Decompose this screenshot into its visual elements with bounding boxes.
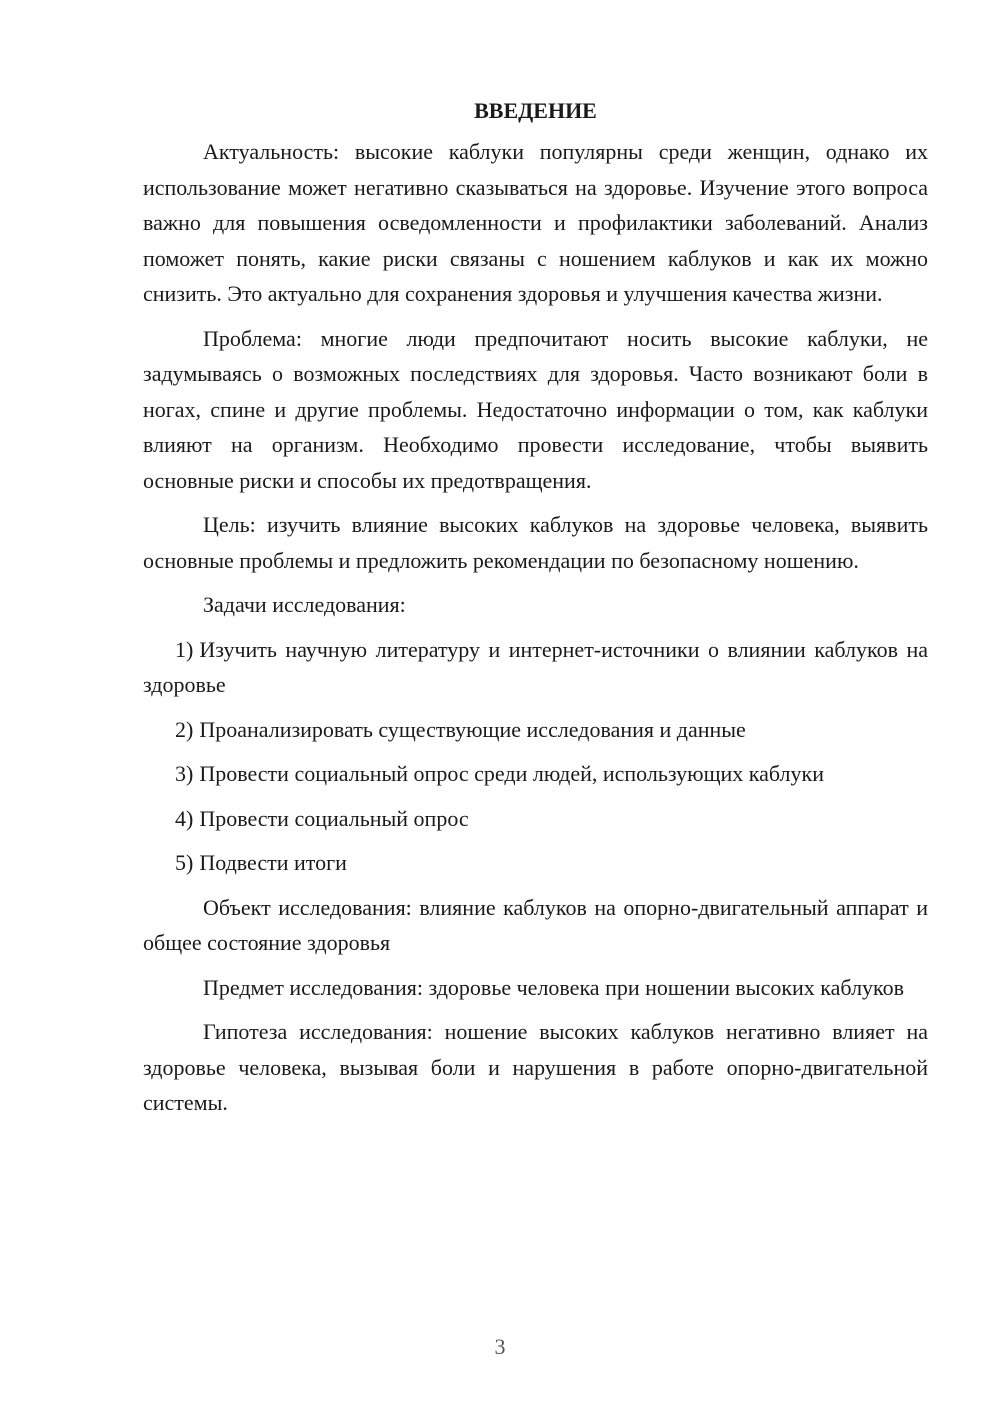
task-text: Провести социальный опрос	[199, 805, 469, 831]
task-number: 1)	[175, 636, 194, 662]
relevance-paragraph: Актуальность: высокие каблуки популярны среди женщин, однако их использование может негативно сказываться на здоровье. Изучение этого вопроса важно для повышения осведомленности и профилактики заболеваний. Анализ поможет понять, какие риски связаны с ношением каблуков и как их можно снизить. Это актуально для сохранения здоровья и улучшения качества жизни.	[143, 139, 928, 306]
task-item-2	[143, 712, 928, 748]
problem-paragraph: Проблема: многие люди предпочитают носить высокие каблуки, не задумываясь о возможных последствиях для здоровья. Часто возникают боли в ногах, спине и другие проблемы. Недостаточно информации о том, как каблуки влияют на организм. Необходимо провести исследование, чтобы выявить основные риски и способы их предотвращения.	[143, 325, 928, 493]
task-item-3	[143, 756, 928, 792]
goal-paragraph: Цель: изучить влияние высоких каблуков на здоровье человека, выявить основные проблемы и предложить рекомендации по безопасному ношению.	[143, 512, 928, 573]
task-item-4	[143, 801, 928, 837]
task-text: Проанализировать существующие исследования и данные	[199, 716, 746, 742]
task-number: 3)	[175, 761, 194, 786]
task-number: 5)	[175, 850, 194, 875]
page-content	[143, 96, 928, 1130]
page-number: 3	[494, 1334, 506, 1359]
tasks-label: Задачи исследования:	[203, 592, 406, 617]
subject-paragraph: Предмет исследования: здоровье человека при ношении высоких каблуков	[203, 974, 905, 1000]
task-item-1	[143, 632, 928, 703]
task-item-5	[143, 845, 928, 881]
task-text: Провести социальный опрос среди людей, использующих каблуки	[199, 761, 824, 786]
page-title: ВВЕДЕНИЕ	[474, 98, 597, 123]
task-text: Подвести итоги	[199, 850, 347, 875]
task-number: 4)	[175, 805, 194, 831]
hypothesis-paragraph: Гипотеза исследования: ношение высоких каблуков негативно влияет на здоровье человека, вызывая боли и нарушения в работе опорно-двигательной системы.	[143, 1019, 928, 1115]
task-number: 2)	[175, 716, 194, 742]
object-paragraph: Объект исследования: влияние каблуков на опорно-двигательный аппарат и общее состояние здоровья	[143, 894, 928, 955]
task-text: Изучить научную литературу и интернет-источники о влиянии каблуков на здоровье	[143, 636, 928, 697]
